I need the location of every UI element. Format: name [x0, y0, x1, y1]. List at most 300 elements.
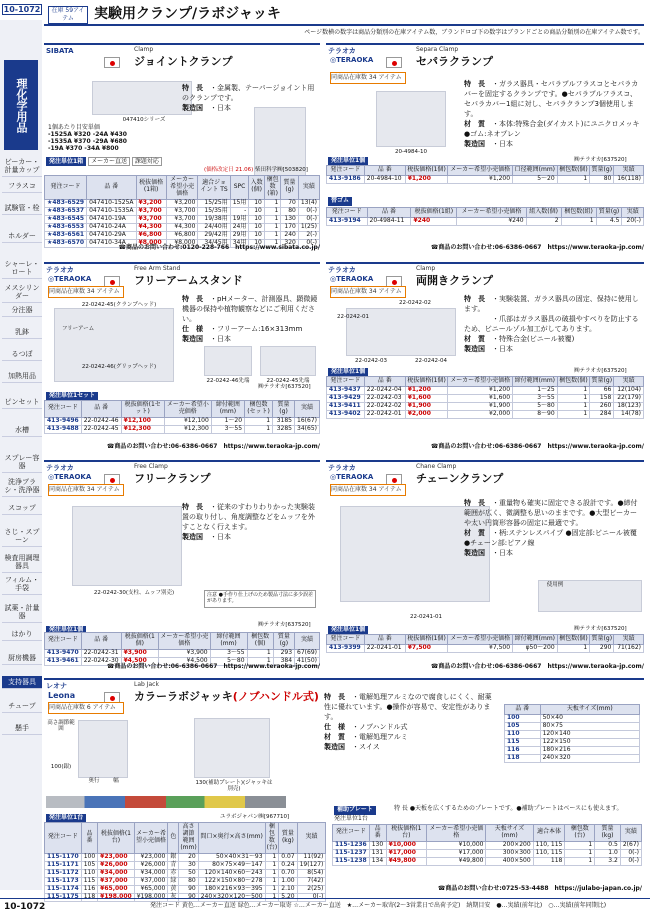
table-cell: 30	[179, 861, 198, 869]
table-header: 実績	[622, 208, 644, 218]
feature-key: 製造国	[182, 104, 203, 112]
table-header: メーカー希望小売価格	[448, 377, 513, 387]
sidebar-item[interactable]: はかり	[2, 628, 42, 641]
table-cell: 19(127)	[297, 861, 326, 869]
feature-row	[324, 722, 494, 732]
both-end-sub: Clamp	[416, 265, 436, 272]
jack-stock-badge: 同商品在庫数 6 アイテム	[48, 702, 124, 714]
separa-price-table	[326, 165, 644, 184]
table-header: 税抜価格(1個)	[121, 633, 158, 650]
table-cell: ¥4,300	[136, 223, 166, 231]
table-cell: 1	[245, 425, 273, 433]
table-cell: 41(50)	[295, 657, 320, 665]
sidebar-item[interactable]: 試薬・計量器	[2, 602, 42, 623]
joint-clamp-section	[44, 43, 320, 256]
joint-stock-line: -19A ¥370 -34A ¥800	[48, 144, 119, 152]
sidebar-item[interactable]: 加熱用品	[2, 370, 42, 383]
sidebar-item[interactable]: 乳鉢	[2, 326, 42, 339]
footer-legend: 発注コード 黄色…メーカー直送 緑色…メーカー取寄 ☆…メーカー直送 ★…メーカー取寄(2〜3営業日で出荷予定) 納期目安 ●…実績(前年比) ○…実績(前年同期比)	[150, 902, 607, 909]
feature-key: 材 質	[464, 529, 485, 537]
free-price-table	[44, 632, 320, 666]
sidebar-item[interactable]: 試験管・栓	[2, 202, 42, 215]
table-cell: ¥10,000	[427, 841, 486, 849]
table-header: 質量(g)	[590, 377, 614, 387]
table-row	[333, 857, 642, 865]
table-header: メーカー希望小売価格	[164, 401, 211, 418]
table-cell: 18(123)	[614, 402, 644, 410]
table-cell: ¥1,600	[448, 394, 513, 402]
table-cell: 100	[81, 853, 97, 861]
table-header: 発注コード	[45, 401, 82, 418]
feature-row	[324, 732, 494, 742]
jack-size-table	[504, 704, 640, 763]
table-cell: 1	[557, 175, 590, 183]
table-cell: 1.00	[279, 877, 297, 885]
feature-row	[182, 532, 318, 542]
table-header: メーカー希望小売価格	[166, 176, 198, 200]
table-cell: 15/25用	[198, 199, 230, 207]
table-header: 税抜価格(1台)	[386, 825, 427, 842]
table-cell: ¥198,000	[134, 893, 168, 901]
table-row	[45, 223, 320, 231]
table-cell: 3〜55	[211, 425, 244, 433]
table-row	[45, 425, 320, 433]
feature-row	[182, 334, 318, 344]
jack-cap-depth: 奥行	[88, 778, 100, 784]
free-arm-contact: ☎商品のお問い合わせ:06-6386-0667 https://www.teraoka-jp.com/	[106, 443, 320, 450]
table-cell: 1	[247, 649, 273, 657]
page-number-top: 10-1072	[3, 5, 41, 14]
table-cell: 8(54)	[297, 869, 326, 877]
table-header: 発注コード	[333, 825, 370, 842]
table-cell: 047410-29A	[87, 231, 136, 239]
table-cell: ¥1,200	[448, 175, 513, 183]
table-cell: 22-0242-04	[364, 386, 405, 394]
sidebar-category: 理化学用品	[4, 60, 38, 150]
table-cell: ¥12,300	[164, 425, 211, 433]
table-cell: 16(118)	[614, 175, 644, 183]
sidebar-item[interactable]: メスシリンダー	[2, 282, 42, 303]
joint-brand: SIBATA	[46, 47, 74, 55]
table-cell: 1	[265, 861, 279, 869]
table-cell: 3〜55	[513, 394, 558, 402]
table-cell: 115	[81, 877, 97, 885]
table-header: 締付範囲(mm)	[513, 377, 558, 387]
table-header: 品 番	[364, 377, 405, 387]
chain-clamp-section	[326, 460, 644, 672]
table-cell: ¥7,500	[405, 644, 448, 652]
table-cell: 100	[505, 714, 541, 722]
free-arm-cap-tip45: 22-0242-45先端	[266, 378, 310, 384]
table-header: 税抜価格(1台)	[98, 823, 135, 854]
free-arm-cap-tip46: 22-0242-46先端	[206, 378, 250, 384]
sidebar-item[interactable]: さじ・スプーン	[2, 526, 42, 547]
feature-key: 特 長	[182, 84, 203, 92]
both-end-brand: テラオカ	[328, 266, 356, 274]
feature-value: ・日本	[492, 140, 513, 148]
table-cell: 20	[179, 853, 198, 861]
table-cell: 赤	[168, 869, 179, 877]
table-cell: ★483-6553	[45, 223, 87, 231]
feature-value: ・爪部はガラス器具の破損やすべりを防止するため、ビニールゾル加工がしてあります。	[464, 315, 639, 333]
free-source: ㈱テラオカ[637520]	[258, 622, 311, 628]
plate-order: 発注単位1台	[334, 815, 368, 822]
table-cell: 0.70	[279, 869, 297, 877]
table-cell: ¥1,200	[405, 175, 448, 183]
table-cell: ¥8,000	[166, 239, 198, 247]
table-cell: 8〜90	[513, 410, 558, 418]
feature-value: ・日本	[210, 335, 231, 343]
feature-row	[464, 334, 642, 344]
table-header: 実績	[295, 401, 320, 418]
sidebar-item[interactable]: ビーカー・計量カップ	[2, 156, 42, 177]
table-cell: ¥1,900	[405, 402, 448, 410]
table-header: 品 番	[369, 825, 386, 842]
table-header: 質量(g)	[273, 401, 295, 418]
table-cell: 1	[264, 207, 280, 215]
table-cell: ¥26,000	[98, 861, 135, 869]
table-cell: 10	[249, 231, 265, 239]
feature-value: ・ノブハンドル式	[352, 723, 408, 731]
feature-value: ・重量物も確実に固定できる設計です。●締付範囲が広く、微調整も思いのままです。●大型ビーカーや太い円筒形容器の固定に最適です。	[464, 499, 638, 527]
table-row	[45, 231, 320, 239]
table-cell: 0(-)	[298, 239, 319, 247]
table-cell: 413-9488	[45, 425, 82, 433]
table-cell: ¥34,000	[98, 869, 135, 877]
separa-brand: テラオカ	[328, 47, 356, 55]
table-cell: 80×75×49〜147	[198, 861, 265, 869]
feature-row	[182, 502, 318, 532]
table-cell: 2	[526, 217, 561, 225]
table-cell: 0(-)	[620, 857, 641, 865]
free-caution: 注意 ●手作り仕上げのため製品寸法に多少誤差があります。	[204, 590, 316, 608]
table-cell: 115-1238	[333, 857, 370, 865]
table-cell: 3.2	[595, 857, 621, 865]
jack-sub: Lab Jack	[134, 681, 159, 688]
jack-cap-width: 幅	[113, 778, 119, 784]
table-row	[45, 877, 326, 885]
table-row	[327, 175, 644, 183]
table-cell: 120×140	[540, 730, 639, 738]
sidebar-item[interactable]: 洗浄ブラシ・洗浄器	[2, 476, 42, 497]
free-arm-section	[44, 262, 320, 454]
feature-key: 製造国	[464, 140, 485, 148]
sidebar-item[interactable]: フィルム・手袋	[2, 574, 42, 595]
table-header: 発注コード	[327, 208, 368, 218]
table-header: 品 番	[81, 823, 97, 854]
joint-price-table	[44, 175, 320, 248]
sidebar-item[interactable]: チューブ	[2, 700, 42, 713]
table-header: 高さ調節範囲(mm)	[179, 823, 198, 854]
table-header: 適合ジョイント TS	[198, 176, 230, 200]
table-header: 締付範囲(mm)	[210, 633, 247, 650]
table-cell: 118	[533, 857, 565, 865]
table-cell: 284	[590, 410, 614, 418]
both-end-stock-badge: 同商品在庫数 34 アイテム	[330, 286, 406, 298]
jack-title-sub: (ノブハンドル式)	[232, 690, 319, 703]
table-cell: 80	[590, 175, 614, 183]
table-cell: 320	[281, 239, 299, 247]
feature-value: ・日本	[210, 104, 231, 112]
table-cell: 黄	[168, 885, 179, 893]
table-cell: 5.20	[279, 893, 297, 901]
table-cell: 047410-19A	[87, 215, 136, 223]
sidebar-item[interactable]: ホルダー	[2, 230, 42, 243]
table-cell: 240	[281, 231, 299, 239]
separa-clamp-section	[326, 43, 644, 256]
table-cell: 290	[590, 644, 614, 652]
feature-row	[182, 103, 318, 113]
sidebar-item[interactable]: スコップ	[2, 502, 42, 515]
table-cell: 5〜80	[210, 657, 247, 665]
table-row	[327, 217, 644, 225]
jack-color-swatches	[46, 796, 286, 808]
table-cell: 413-9411	[327, 402, 365, 410]
table-cell: 413-9402	[327, 410, 365, 418]
table-header: メーカー希望小売価格	[448, 166, 513, 176]
spare-rubber-table	[326, 207, 644, 226]
table-cell: 1	[245, 417, 273, 425]
sidebar-item[interactable]: ピンセット	[2, 396, 42, 409]
table-header: 梱包数(個)	[557, 377, 590, 387]
feature-value: ・従来のすわりわりかった実験装置の取り付し、角度調整などをムッフを外すことなく行えます。	[182, 503, 315, 531]
table-cell: 170	[281, 223, 299, 231]
table-cell: 0(-)	[620, 849, 641, 857]
table-cell: 灰	[168, 893, 179, 901]
plate-label: 補助プレート	[334, 806, 376, 815]
table-cell: ¥37,000	[134, 877, 168, 885]
table-cell: 22-0242-30	[81, 657, 121, 665]
free-arm-stock-badge: 同商品在庫数 34 アイテム	[48, 286, 124, 298]
table-header: メーカー希望小売価格	[134, 823, 168, 854]
feature-row	[464, 498, 642, 528]
sidebar-item[interactable]: 水槽	[2, 424, 42, 437]
plate-price-table	[332, 824, 642, 866]
table-cell: 80×75	[540, 722, 639, 730]
table-header: 実績	[620, 825, 641, 842]
feature-row	[182, 83, 318, 103]
separa-features	[464, 79, 642, 149]
chain-cap: 22-0241-01	[410, 614, 442, 620]
table-header: 品 番	[367, 208, 411, 218]
table-header: 発注コード	[45, 176, 87, 200]
table-header: 質量(g)	[590, 635, 614, 645]
teraoka-logo: ◎TERAOKA	[330, 473, 374, 481]
joint-order-tag: 発注単位1箱	[46, 157, 86, 166]
table-cell: φ50〜200	[513, 644, 558, 652]
table-cell: 1〜25	[513, 386, 558, 394]
table-cell: 銀	[168, 853, 179, 861]
chain-source: ㈱テラオカ[637520]	[574, 626, 627, 632]
page-number-bottom: 10-1072	[4, 902, 46, 912]
both-end-contact: ☎商品のお問い合わせ:06-6386-0667 https://www.teraoka-jp.com/	[430, 443, 644, 450]
free-clamp-section	[44, 460, 320, 672]
table-row	[505, 746, 640, 754]
both-end-source: ㈱テラオカ[637520]	[574, 368, 627, 374]
table-header: 質量(g)	[281, 176, 299, 200]
sidebar-item[interactable]: 支持器具	[2, 676, 42, 689]
free-arm-features	[182, 294, 318, 344]
table-cell: ¥3,700	[136, 207, 166, 215]
table-header: 梱包数(個)	[557, 635, 590, 645]
table-cell: 24/40用	[198, 223, 230, 231]
table-header: 梱包数(組)	[561, 208, 596, 218]
table-row	[505, 738, 640, 746]
table-cell: 047410-34A	[87, 239, 136, 247]
sidebar-item[interactable]: 懸手	[2, 722, 42, 735]
table-header: 品 番	[505, 705, 541, 715]
table-header: 実績	[298, 176, 319, 200]
table-cell: ¥6,800	[166, 231, 198, 239]
table-cell: 10	[249, 239, 265, 247]
sidebar-item[interactable]: 厨房機器	[2, 652, 42, 665]
sidebar-item[interactable]: 分注器	[2, 304, 42, 317]
sidebar-item[interactable]: シャーレ・ロート	[2, 258, 42, 279]
free-arm-source: ㈱テラオカ[637520]	[258, 384, 311, 390]
table-cell: 34用	[230, 239, 249, 247]
joint-stock-line: -1525A ¥320 -24A ¥430	[48, 130, 127, 138]
table-cell: 0(-)	[298, 215, 319, 223]
teraoka-logo: ◎TERAOKA	[48, 275, 92, 283]
top-note: ページ数横の数字は商品分類別の在庫アイテム数，ブランドロゴ下の数字はブランドごとの商品分類別の在庫アイテム数です。	[304, 29, 644, 36]
table-cell: 15用	[230, 199, 249, 207]
jack-source: ユラボジャパン㈱[967710]	[220, 814, 290, 820]
table-cell: 19用	[230, 215, 249, 223]
table-cell: 10	[249, 199, 265, 207]
feature-row	[464, 548, 642, 558]
table-cell: ¥3,200	[136, 199, 166, 207]
free-features	[182, 502, 318, 542]
table-cell: 240×320×120〜500	[198, 893, 265, 901]
table-cell: 12(104)	[614, 386, 644, 394]
table-cell: 22-0242-03	[364, 394, 405, 402]
table-cell: 120×140×60〜243	[198, 869, 265, 877]
table-header: 発注コード	[327, 377, 365, 387]
sidebar-item[interactable]: フラスコ	[2, 180, 42, 193]
table-cell: 2(67)	[620, 841, 641, 849]
feature-value: ・フリーアーム:16×313mm	[210, 325, 303, 333]
table-cell: 1	[565, 849, 595, 857]
free-arm-tip46-photo	[204, 346, 252, 376]
table-header: 発注コード	[327, 166, 365, 176]
table-cell: 7(42)	[297, 877, 326, 885]
table-cell: 29用	[230, 231, 249, 239]
both-end-cap-04: 22-0242-04	[415, 358, 447, 364]
feature-key: 材 質	[324, 733, 345, 741]
table-cell: 青	[168, 861, 179, 869]
jack-cap-plate: 130(補助プレート)(ジャッキは別売)	[195, 780, 273, 793]
table-cell: ¥12,300	[121, 425, 164, 433]
table-cell: 300×300	[486, 849, 533, 857]
separa-code: 20-4984-10	[395, 149, 427, 155]
separa-contact: ☎商品のお問い合わせ:06-6386-0667 https://www.teraoka-jp.com/	[430, 244, 644, 251]
table-cell: 400×500	[486, 857, 533, 865]
table-cell: 110	[505, 730, 541, 738]
japan-flag-icon	[104, 57, 120, 68]
sidebar-item[interactable]: 検査用調理器具	[2, 552, 42, 573]
feature-value: ・pHメーター、計測器具、顕微鏡機器の保持や植物観察などにご利用ください。	[182, 295, 318, 323]
table-cell: 118	[505, 754, 541, 762]
table-cell: 110, 115	[533, 849, 565, 857]
feature-row	[464, 139, 642, 149]
table-cell: 5〜80	[513, 402, 558, 410]
table-cell: ¥4,300	[166, 223, 198, 231]
table-header: 品 番	[364, 635, 405, 645]
table-cell: 1	[565, 857, 595, 865]
table-header: 天板サイズ(mm)	[540, 705, 639, 715]
table-header: 発注コード	[45, 633, 82, 650]
table-cell: ¥65,000	[98, 885, 135, 893]
table-cell: ¥23,000	[98, 853, 135, 861]
table-cell: 115-1237	[333, 849, 370, 857]
table-cell: 115-1236	[333, 841, 370, 849]
table-cell: 29/42用	[198, 231, 230, 239]
joint-direct-tag: メーカー直送	[88, 157, 130, 166]
spare-rubber-label: 替ゴム	[328, 197, 352, 206]
table-cell: 047410-1525A	[87, 199, 136, 207]
both-end-cap-02: 22-0242-02	[399, 300, 431, 306]
table-cell: 0(-)	[298, 207, 319, 215]
table-cell: 10	[249, 215, 265, 223]
joint-clamp-photo	[92, 81, 192, 115]
table-cell: 66	[590, 386, 614, 394]
table-cell: 122×150	[540, 738, 639, 746]
table-cell: 3285	[273, 425, 295, 433]
joint-series: 047410シリーズ	[122, 117, 166, 123]
japan-flag-icon	[386, 57, 402, 68]
feature-key: 特 長	[182, 503, 203, 511]
table-header: 梱包数(個)	[247, 633, 273, 650]
table-header: 色	[168, 823, 179, 854]
table-cell: 115	[505, 738, 541, 746]
table-row	[45, 207, 320, 215]
feature-value: ・日本	[492, 549, 513, 557]
table-cell: 16(67)	[295, 417, 320, 425]
chain-price-table	[326, 634, 644, 653]
table-cell: 14(78)	[614, 410, 644, 418]
table-cell: 413-9194	[327, 217, 368, 225]
table-header: 品 番	[81, 633, 121, 650]
stock-badge: 在庫 59アイテム	[48, 6, 88, 24]
table-header: 税抜価格(1個)	[405, 377, 448, 387]
table-cell: 2.10	[279, 885, 297, 893]
table-cell: 115-1175	[45, 893, 82, 901]
table-header: 入数(個)	[249, 176, 265, 200]
table-cell: 50×40	[540, 714, 639, 722]
sidebar-item[interactable]: スプレー容器	[2, 452, 42, 473]
feature-value: ・ガラス器具・セパラブルフラスコとセパラカバーを固定するクランプです。●セパラブルフラスコ、セパラカバー1組に対し、セパラクランプ3個使用します。	[464, 80, 639, 118]
feature-key: 特 長	[182, 295, 203, 303]
jack-order: 発注単位1台	[46, 814, 86, 823]
table-cell: ¥7,500	[448, 644, 513, 652]
table-cell: 50×40×31〜93	[198, 853, 265, 861]
table-cell: 1	[565, 841, 595, 849]
aux-plate-photo	[194, 718, 270, 778]
table-cell: ¥2,000	[405, 410, 448, 418]
sidebar-item[interactable]: るつぼ	[2, 348, 42, 361]
feature-row	[464, 344, 642, 354]
table-cell: 22-0242-46	[81, 417, 121, 425]
table-cell: 70	[281, 199, 299, 207]
table-cell: ¥49,800	[427, 857, 486, 865]
table-cell: 5〜20	[513, 175, 558, 183]
table-header: 組入数(個)	[526, 208, 561, 218]
table-cell: 413-9429	[327, 394, 365, 402]
table-header: 締付範囲(mm)	[513, 635, 558, 645]
table-header: 実績	[614, 377, 644, 387]
table-cell: 90	[179, 893, 198, 901]
joint-stock-title: 1個あたり目安単価	[48, 124, 100, 131]
